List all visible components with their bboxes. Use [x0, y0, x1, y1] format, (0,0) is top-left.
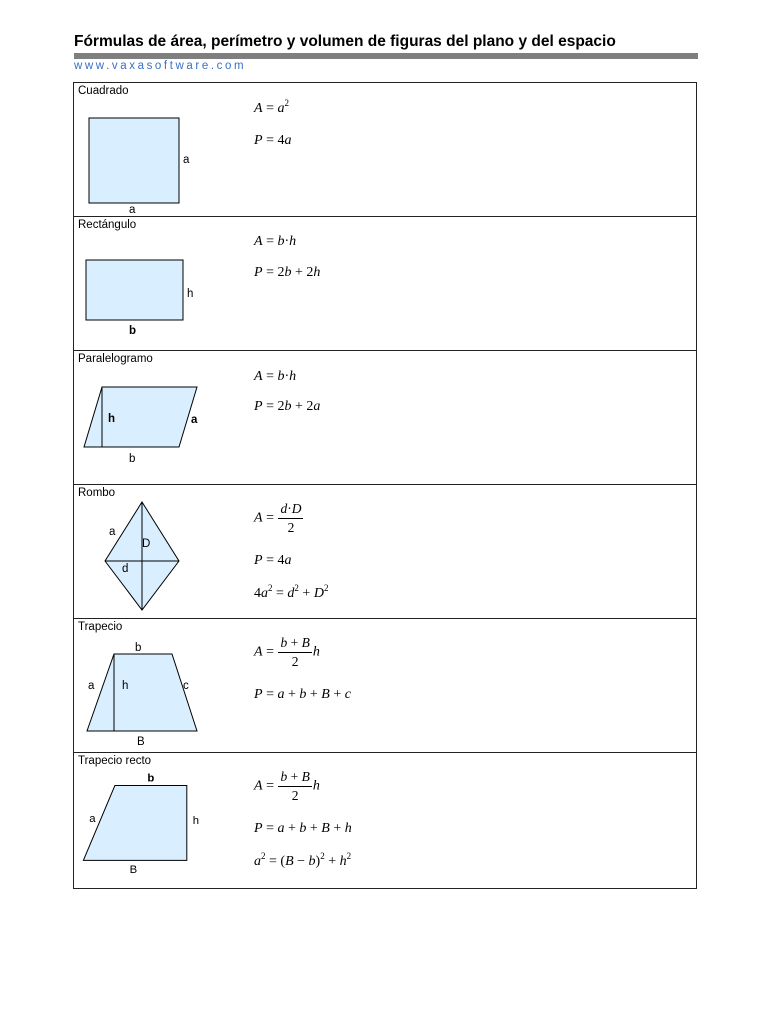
- shape-name: Rectángulo: [78, 219, 137, 231]
- perimeter-formula: P = a + b + B + h: [254, 821, 352, 836]
- shape-name: Rombo: [78, 487, 116, 499]
- shape-name: Cuadrado: [78, 85, 129, 97]
- perimeter-formula: P = 2b + 2h: [254, 265, 321, 280]
- formulas: [254, 83, 674, 216]
- label-base: b: [129, 453, 136, 465]
- label-bottom: B: [137, 736, 145, 748]
- label-side: a: [191, 414, 198, 426]
- rhombus-figure: [74, 485, 274, 618]
- label-top: b: [135, 642, 142, 654]
- label-bottom: B: [129, 864, 138, 877]
- label-height: h: [122, 680, 129, 692]
- perimeter-formula: P = a + b + B + c: [254, 687, 351, 702]
- label-left: a: [88, 680, 95, 692]
- shape-name: Trapecio: [78, 621, 123, 633]
- area-formula: A = b·h: [254, 369, 297, 384]
- relation-formula: $a^2 = (B - b)^2 + h^2$: [254, 851, 352, 869]
- row-trapecio-recto: [74, 753, 696, 888]
- formula-table: [73, 82, 697, 889]
- parallelogram-figure: [74, 351, 274, 484]
- shape-name: Trapecio recto: [78, 755, 152, 767]
- label-height: h: [108, 413, 116, 425]
- perimeter-formula: P = 4a: [254, 133, 292, 148]
- row-rectangulo: [74, 217, 696, 351]
- label-side: a: [109, 526, 116, 538]
- area-formula: A = $\frac{d\cdot D}{2}$: [254, 501, 302, 535]
- label-top: b: [147, 772, 155, 785]
- area-formula: A = $\frac{b + B}{2}$ h: [254, 635, 320, 669]
- label-side-right: a: [183, 154, 190, 166]
- page-title: Fórmulas de área, perímetro y volumen de figuras del plano y del espacio: [74, 33, 616, 50]
- right-trapezoid-figure: [74, 753, 274, 886]
- formulas: [254, 351, 674, 484]
- rectangle-figure: [74, 217, 274, 350]
- shape-name: Paralelogramo: [78, 353, 153, 365]
- square-figure: [74, 83, 274, 216]
- label-height: h: [192, 814, 200, 827]
- formulas: [254, 217, 674, 350]
- title-underline-bar: [74, 53, 698, 59]
- label-small-diagonal: d: [122, 563, 129, 575]
- row-rombo: [74, 485, 696, 619]
- row-paralelogramo: [74, 351, 696, 485]
- label-height: h: [187, 288, 194, 300]
- perimeter-formula: P = 4a: [254, 553, 292, 568]
- trapezoid-figure: [74, 619, 274, 752]
- website-link[interactable]: www.vaxasoftware.com: [74, 60, 247, 72]
- area-formula: $A = a^2$: [254, 98, 289, 116]
- label-left: a: [89, 812, 96, 825]
- label-right: c: [183, 680, 189, 692]
- row-cuadrado: [74, 83, 696, 217]
- area-formula: A = b·h: [254, 234, 297, 249]
- label-side-bottom: a: [129, 204, 136, 216]
- label-big-diagonal: D: [142, 538, 151, 550]
- relation-formula: $4a^2 = d^2 + D^2$: [254, 583, 329, 601]
- perimeter-formula: P = 2b + 2a: [254, 399, 321, 414]
- formulas: [254, 619, 674, 752]
- row-trapecio: [74, 619, 696, 753]
- formulas: [254, 485, 674, 618]
- label-base: b: [129, 325, 137, 337]
- formulas: [254, 753, 674, 886]
- area-formula: A = $\frac{b + B}{2}$ h: [254, 769, 320, 803]
